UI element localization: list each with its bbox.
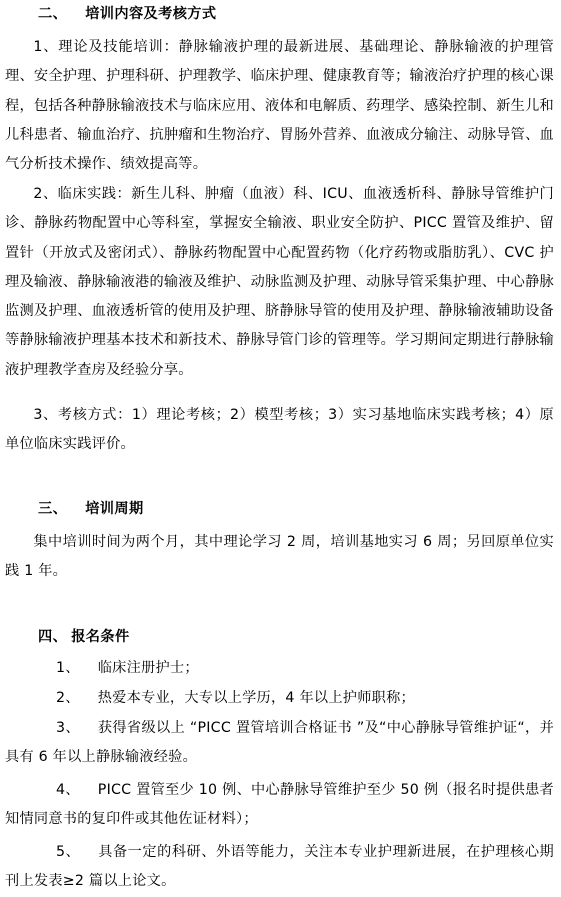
requirement-item: [5, 714, 554, 773]
section-3-number: 三、: [38, 501, 68, 517]
requirement-text: 具备一定的科研、外语等能力，关注本专业护理新进展，在护理核心期刊上发表≥2 篇以上论文。: [5, 844, 554, 890]
requirement-item: [5, 838, 554, 897]
requirement-text: PICC 置管至少 10 例、中心静脉导管维护至少 50 例（报名时提供患者知情同意书的复印件或其他佐证材料）；: [5, 782, 554, 828]
section-2-heading: [38, 3, 216, 23]
section-4-number: 四、: [38, 629, 68, 645]
requirement-text: 热爱本专业，大专以上学历，4 年以上护师职称；: [97, 690, 415, 706]
section-4-title: 报名条件: [71, 629, 130, 645]
requirement-number: 4、: [56, 782, 80, 798]
requirement-item: [5, 654, 554, 683]
section-2-paragraph-3: 3、考核方式：1）理论考核；2）模型考核；3）实习基地临床实践考核；4）原单位临床实践评价。: [5, 407, 554, 453]
requirement-number: 2、: [56, 690, 80, 706]
requirement-number: 1、: [56, 660, 80, 676]
requirement-text: 获得省级以上 “PICC 置管培训合格证书 ”及“中心静脉导管维护证“，并具有 6 年以上静脉输液经验。: [5, 720, 555, 766]
section-3-title: 培训周期: [85, 501, 144, 517]
requirement-text: 临床注册护士；: [97, 660, 199, 676]
section-3-paragraph-1: 集中培训时间为两个月，其中理论学习 2 周，培训基地实习 6 周；另回原单位实践 1 年。: [5, 534, 554, 580]
section-3-heading: [38, 498, 144, 518]
requirement-number: 5、: [56, 844, 81, 860]
section-2-paragraph-2: 2、临床实践：新生儿科、肿瘤（血液）科、ICU、血液透析科、静脉导管维护门诊、静脉药物配置中心等科室，掌握安全输液、职业安全防护、PICC 置管及维护、留置针（开放式及密闭式）、静脉药物配置中心配置药物（化疗药物或脂肪乳）、CVC 护理及输液、静脉输液港的输液及维护、动脉监测及护理、动脉导管采集护理、中心静脉监测及护理、血液透析管的使用及护理、脐静脉导管的使用及护理、静脉输液辅助设备等静脉输液护理基本技术和新技术、静脉导管门诊的管理等。学习期间定期进行静脉输液护理教学查房及经验分享。: [5, 186, 554, 378]
requirement-item: [5, 684, 554, 713]
section-2-paragraph-1: 1、理论及技能培训：静脉输液护理的最新进展、基础理论、静脉输液的护理管理、安全护理、护理科研、护理教学、临床护理、健康教育等；输液治疗护理的核心课程，包括各种静脉输液技术与临床应用、液体和电解质、药理学、感染控制、新生儿和儿科患者、输血治疗、抗肿瘤和生物治疗、胃肠外营养、血液成分输注、动脉导管、血气分析技术操作、绩效提高等。: [5, 39, 554, 173]
requirement-number: 3、: [56, 720, 80, 736]
section-2-number: 二、: [38, 6, 68, 22]
section-4-heading: [38, 626, 130, 646]
requirement-item: [5, 776, 554, 835]
section-2-title: 培训内容及考核方式: [85, 6, 217, 22]
